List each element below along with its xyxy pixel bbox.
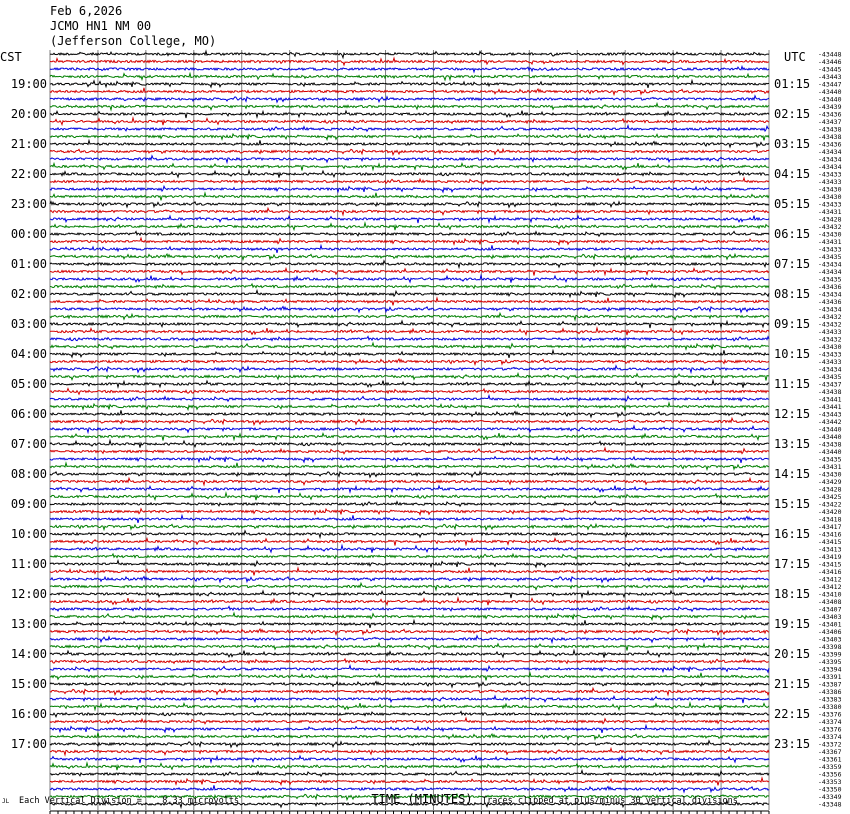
trace-value: -43438: [818, 133, 842, 141]
seismic-trace: [50, 749, 769, 755]
seismic-trace: [50, 636, 769, 643]
trace-value: -43406: [818, 628, 842, 636]
trace-value: -43349: [818, 793, 842, 801]
utc-hour-label: 04:15: [774, 167, 811, 181]
seismic-trace: [50, 598, 769, 605]
seismic-trace: [50, 328, 769, 335]
trace-value: -43410: [818, 590, 842, 599]
trace-value: -43383: [818, 695, 842, 704]
trace-value: -43422: [818, 500, 842, 509]
trace-value: -43435: [818, 253, 842, 261]
seismic-trace: [50, 457, 769, 463]
utc-hour-label: 14:15: [774, 467, 811, 481]
trace-value: -43430: [818, 185, 842, 194]
seismic-trace: [50, 389, 769, 395]
trace-value: -43440: [818, 425, 842, 434]
seismic-trace: [50, 81, 769, 88]
utc-hour-label: 13:15: [774, 437, 811, 451]
trace-value: -43442: [818, 418, 842, 426]
trace-value: -43403: [818, 613, 842, 621]
trace-value: -43407: [818, 605, 842, 614]
trace-value: -43448: [818, 50, 842, 59]
cst-hour-label: 10:00: [10, 527, 47, 541]
utc-hour-label: 22:15: [774, 707, 811, 721]
cst-hour-label: 01:00: [10, 257, 47, 271]
cst-hour-label: 02:00: [10, 287, 47, 301]
seismic-trace: [50, 96, 769, 102]
seismic-trace: [50, 448, 769, 454]
trace-value: -43433: [818, 245, 842, 254]
seismic-trace: [50, 673, 769, 681]
trace-value: -43447: [818, 80, 842, 89]
cst-hour-label: 04:00: [10, 347, 47, 361]
trace-value: -43434: [818, 155, 842, 164]
seismic-trace: [50, 607, 769, 612]
seismic-trace: [50, 688, 769, 695]
seismic-trace: [50, 202, 769, 208]
trace-value: -43353: [818, 778, 842, 786]
seismic-trace: [50, 67, 769, 72]
trace-value: -43374: [818, 718, 842, 726]
trace-value: -43433: [818, 200, 842, 209]
trace-value: -43412: [818, 575, 842, 584]
trace-value: -43432: [818, 313, 842, 321]
seismic-trace: [50, 254, 769, 260]
trace-value: -43359: [818, 763, 842, 771]
seismic-trace: [50, 307, 769, 313]
seismic-trace: [50, 577, 769, 583]
trace-value: -43441: [818, 395, 842, 404]
seismic-trace: [50, 208, 769, 215]
cst-hour-label: 07:00: [10, 437, 47, 451]
seismic-trace: [50, 538, 769, 545]
trace-value-labels: [818, 51, 842, 809]
trace-value: -43438: [818, 125, 842, 134]
seismic-trace: [50, 223, 769, 230]
trace-value: -43436: [818, 283, 842, 291]
trace-value: -43436: [818, 298, 842, 306]
utc-hour-label: 15:15: [774, 497, 811, 511]
trace-value: -43433: [818, 170, 842, 179]
seismic-trace: [50, 350, 769, 358]
corner-mark: JL: [2, 798, 10, 805]
trace-value: -43408: [818, 598, 842, 606]
trace-value: -43413: [818, 545, 842, 554]
cst-hour-label: 12:00: [10, 587, 47, 601]
trace-value: -43391: [818, 673, 842, 681]
utc-hour-label: 10:15: [774, 347, 811, 361]
seismic-trace: [50, 629, 769, 635]
cst-hour-label: 05:00: [10, 377, 47, 391]
trace-value: -43395: [818, 658, 842, 666]
utc-hour-label: 21:15: [774, 677, 811, 691]
seismic-trace: [50, 718, 769, 724]
cst-hour-label: 14:00: [10, 647, 47, 661]
trace-value: -43350: [818, 785, 842, 794]
seismic-trace: [50, 269, 769, 276]
seismic-traces: [50, 51, 769, 807]
seismic-trace: [50, 703, 769, 710]
trace-value: -43435: [818, 455, 842, 464]
cst-hour-label: 06:00: [10, 407, 47, 421]
seismic-trace: [50, 140, 769, 147]
seismic-trace: [50, 186, 769, 192]
trace-value: -43356: [818, 770, 842, 779]
cst-hour-label: 20:00: [10, 107, 47, 121]
seismic-trace: [50, 561, 769, 568]
cst-hour-label: 09:00: [10, 497, 47, 511]
cst-hour-label: 19:00: [10, 77, 47, 91]
trace-value: -43432: [818, 335, 842, 344]
seismic-trace: [50, 238, 769, 245]
seismic-trace: [50, 696, 769, 703]
trace-value: -43437: [818, 118, 842, 126]
utc-hour-label: 07:15: [774, 257, 811, 271]
seismic-trace: [50, 134, 769, 140]
seismic-trace: [50, 261, 769, 268]
trace-value: -43430: [818, 343, 842, 351]
seismic-trace: [50, 546, 769, 553]
trace-value: -43446: [818, 58, 842, 66]
utc-hour-label: 08:15: [774, 287, 811, 301]
trace-value: -43432: [818, 320, 842, 329]
utc-hour-label: 16:15: [774, 527, 811, 541]
cst-hour-label: 22:00: [10, 167, 47, 181]
seismic-trace: [50, 104, 769, 110]
seismic-trace: [50, 509, 769, 515]
seismic-trace: [50, 501, 769, 507]
seismic-trace: [50, 756, 769, 763]
clipping-note: Traces clipped at plus/minus 30 vertical divisions: [482, 796, 738, 806]
trace-value: -43443: [818, 410, 842, 419]
trace-value: -43441: [818, 403, 842, 411]
trace-value: -43420: [818, 508, 842, 516]
seismic-trace: [50, 531, 769, 538]
trace-value: -43416: [818, 568, 842, 576]
seismic-trace: [50, 486, 769, 493]
utc-hour-labels: [774, 77, 810, 751]
trace-value: -43434: [818, 148, 842, 156]
trace-value: -43431: [818, 463, 842, 471]
seismic-trace: [50, 245, 769, 253]
seismic-trace: [50, 337, 769, 341]
trace-value: -43374: [818, 733, 842, 741]
seismic-trace: [50, 410, 769, 417]
trace-value: -43438: [818, 440, 842, 449]
seismic-trace: [50, 651, 769, 658]
utc-hour-label: 17:15: [774, 557, 811, 571]
seismic-trace: [50, 620, 769, 628]
seismic-trace: [50, 88, 769, 95]
trace-value: -43394: [818, 665, 842, 674]
trace-value: -43428: [818, 215, 842, 224]
seismic-trace: [50, 321, 769, 328]
trace-value: -43399: [818, 650, 842, 659]
trace-value: -43434: [818, 305, 842, 314]
trace-value: -43419: [818, 553, 842, 561]
seismic-trace: [50, 111, 769, 118]
utc-hour-label: 06:15: [774, 227, 811, 241]
trace-value: -43443: [818, 73, 842, 81]
seismic-trace: [50, 396, 769, 402]
trace-value: -43434: [818, 260, 842, 269]
trace-value: -43416: [818, 530, 842, 539]
seismic-trace: [50, 359, 769, 364]
x-axis-title: TIME (MINUTES): [371, 792, 473, 806]
trace-value: -43440: [818, 95, 842, 104]
cst-hour-label: 08:00: [10, 467, 47, 481]
trace-value: -43440: [818, 88, 842, 96]
trace-value: -43372: [818, 740, 842, 749]
utc-hour-label: 20:15: [774, 647, 811, 661]
seismic-trace: [50, 613, 769, 620]
seismic-trace: [50, 733, 769, 740]
trace-value: -43417: [818, 523, 842, 531]
seismic-trace: [50, 771, 769, 777]
seismic-trace: [50, 763, 769, 770]
trace-value: -43435: [818, 275, 842, 284]
seismic-trace: [50, 666, 769, 673]
seismic-trace: [50, 463, 769, 470]
trace-value: -43436: [818, 140, 842, 149]
seismic-trace: [50, 126, 769, 132]
seismic-trace: [50, 284, 769, 289]
seismic-trace: [50, 583, 769, 590]
utc-hour-label: 05:15: [774, 197, 811, 211]
seismic-trace: [50, 232, 769, 237]
seismic-trace: [50, 58, 769, 65]
utc-hour-label: 12:15: [774, 407, 811, 421]
seismic-trace: [50, 178, 769, 184]
trace-value: -43431: [818, 208, 842, 216]
right-timezone-label: UTC: [784, 50, 806, 64]
seismic-trace: [50, 493, 769, 500]
trace-value: -43430: [818, 230, 842, 239]
seismic-trace: [50, 644, 769, 651]
cst-hour-labels: [11, 77, 47, 751]
utc-hour-label: 01:15: [774, 77, 811, 91]
trace-value: -43436: [818, 110, 842, 119]
trace-value: -43376: [818, 710, 842, 719]
seismic-trace: [50, 171, 769, 178]
trace-value: -43403: [818, 635, 842, 644]
seismic-trace: [50, 374, 769, 381]
seismic-trace: [50, 659, 769, 663]
trace-value: -43386: [818, 688, 842, 696]
cst-hour-label: 11:00: [10, 557, 47, 571]
utc-hour-label: 23:15: [774, 737, 811, 751]
seismic-trace: [50, 418, 769, 424]
chart-date: Feb 6,2026: [50, 4, 123, 18]
trace-value: -43433: [818, 350, 842, 359]
seismic-trace: [50, 298, 769, 306]
trace-value: -43445: [818, 65, 842, 74]
trace-value: -43348: [818, 800, 842, 809]
utc-hour-label: 09:15: [774, 317, 811, 331]
trace-value: -43433: [818, 358, 842, 366]
trace-value: -43387: [818, 680, 842, 689]
trace-value: -43361: [818, 755, 842, 764]
seismic-trace: [50, 433, 769, 440]
trace-value: -43433: [818, 178, 842, 186]
left-timezone-label: CST: [0, 50, 22, 64]
trace-value: -43380: [818, 703, 842, 711]
trace-value: -43432: [818, 223, 842, 231]
trace-value: -43434: [818, 290, 842, 299]
vertical-division-note: Each Vertical Division = 8.33 microvolts: [19, 796, 240, 806]
utc-hour-label: 18:15: [774, 587, 811, 601]
seismic-trace: [50, 156, 769, 163]
trace-value: -43440: [818, 433, 842, 441]
trace-value: -43431: [818, 238, 842, 246]
seismic-trace: [50, 441, 769, 448]
seismic-trace: [50, 381, 769, 388]
seismic-trace: [50, 568, 769, 576]
seismic-trace: [50, 193, 769, 201]
trace-value: -43415: [818, 538, 842, 546]
cst-hour-label: 13:00: [10, 617, 47, 631]
seismic-trace: [50, 366, 769, 373]
trace-value: -43367: [818, 748, 842, 756]
trace-value: -43430: [818, 470, 842, 479]
seismic-trace: [50, 276, 769, 283]
cst-hour-label: 16:00: [10, 707, 47, 721]
utc-hour-label: 11:15: [774, 377, 811, 391]
trace-value: -43438: [818, 388, 842, 396]
seismic-trace: [50, 591, 769, 598]
seismic-trace: [50, 785, 769, 792]
trace-value: -43434: [818, 163, 842, 171]
cst-hour-label: 23:00: [10, 197, 47, 211]
seismic-trace: [50, 291, 769, 298]
trace-value: -43401: [818, 620, 842, 629]
cst-hour-label: 17:00: [10, 737, 47, 751]
seismic-trace: [50, 515, 769, 523]
trace-value: -43418: [818, 515, 842, 524]
seismic-trace: [50, 51, 769, 58]
seismic-trace: [50, 682, 769, 687]
trace-value: -43435: [818, 373, 842, 381]
utc-hour-label: 03:15: [774, 137, 811, 151]
seismic-trace: [50, 74, 769, 81]
trace-value: -43433: [818, 328, 842, 336]
seismic-trace: [50, 149, 769, 154]
trace-value: -43428: [818, 485, 842, 494]
seismic-trace: [50, 554, 769, 559]
trace-value: -43412: [818, 583, 842, 591]
trace-value: -43434: [818, 268, 842, 276]
trace-value: -43440: [818, 448, 842, 456]
trace-value: -43429: [818, 478, 842, 486]
seismic-trace: [50, 426, 769, 432]
utc-hour-label: 02:15: [774, 107, 811, 121]
seismic-trace: [50, 712, 769, 717]
chart-title: JCMO HN1 NM 00: [50, 19, 152, 33]
seismic-trace: [50, 313, 769, 320]
seismic-trace: [50, 726, 769, 733]
utc-hour-label: 19:15: [774, 617, 811, 631]
trace-value: -43434: [818, 365, 842, 374]
seismic-trace: [50, 778, 769, 785]
seismic-trace: [50, 163, 769, 170]
seismic-trace: [50, 524, 769, 529]
trace-value: -43430: [818, 193, 842, 201]
trace-value: -43437: [818, 380, 842, 389]
seismic-trace: [50, 118, 769, 125]
trace-value: -43398: [818, 643, 842, 651]
trace-value: -43376: [818, 725, 842, 734]
trace-value: -43425: [818, 493, 842, 501]
seismic-trace: [50, 343, 769, 349]
seismic-trace: [50, 216, 769, 223]
trace-value: -43415: [818, 560, 842, 569]
cst-hour-label: 00:00: [10, 227, 47, 241]
seismic-trace: [50, 472, 769, 477]
seismic-trace: [50, 403, 769, 410]
station-location: (Jefferson College, MO): [50, 34, 217, 48]
seismic-trace: [50, 478, 769, 485]
cst-hour-label: 03:00: [10, 317, 47, 331]
trace-value: -43439: [818, 103, 842, 111]
cst-hour-label: 21:00: [10, 137, 47, 151]
seismic-trace: [50, 741, 769, 747]
cst-hour-label: 15:00: [10, 677, 47, 691]
